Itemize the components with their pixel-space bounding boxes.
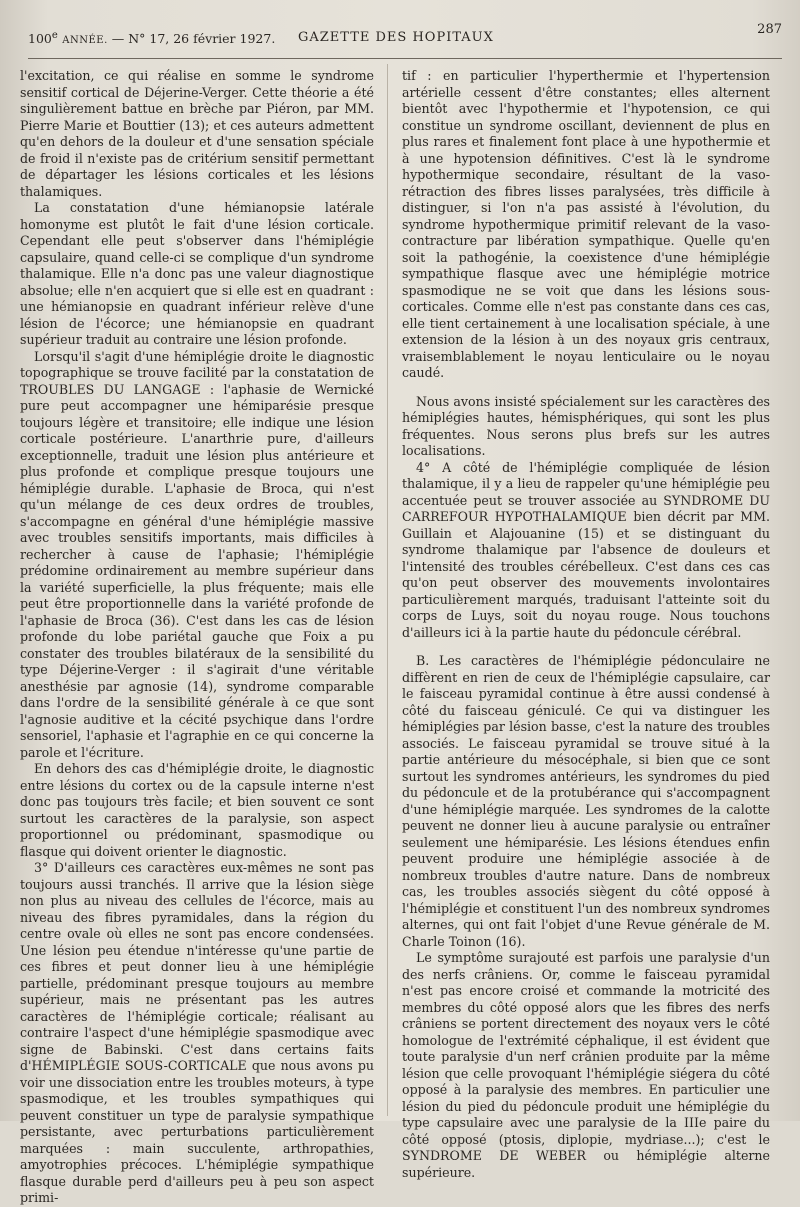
journal-title: GAZETTE DES HOPITAUX — [298, 30, 494, 45]
paragraph: En dehors des cas d'hémiplégie droite, le diagnostic entre lésions du cortex ou de la capsule interne n'est donc pas toujours très facile; et bien souvent ce sont surtout les caractères de la paralysie, son aspect proportionnel ou prédominant, spasmodique ou flasque qui doivent orienter le diagnostic. — [20, 761, 374, 859]
paragraph: La constatation d'une hémianopsie latérale homonyme est plutôt le fait d'une lésion corticale. Cependant elle peut s'observer dans l'hémiplégie capsulaire, quand celle-ci se complique d'un syndrome thalamique. Elle n'a donc pas une valeur diagnostique absolue; elle n'en acquiert que si elle est en quadrant : une hémianopsie en quadrant inférieur relève d'une lésion de l'écorce; une hémianopsie en quadrant supérieur traduit au contraire une lésion profonde. — [20, 200, 374, 347]
paragraph: Le symptôme surajouté est parfois une paralysie d'un des nerfs crâniens. Or, comme le faisceau pyramidal n'est pas encore croisé et commande la motricité des membres du côté opposé alors que les fibres des nerfs crâniens se portent directement des noyaux vers le côté homologue de l'extrémité céphalique, il est évident que toute paralysie d'un nerf crânien produite par la même lésion que celle provoquant l'hémiplégie siégera du côté opposé à la paralysie des membres. En particulier une lésion du pied du pédoncule produit une hémiplégie du type capsulaire avec une paralysie de la IIIe paire du côté opposé (ptosis, diplopie, mydriase...); c'est le SYNDROME DE WEBER ou hémiplégie alterne supérieure. — [402, 950, 770, 1180]
volume-sup: e — [51, 30, 59, 41]
paragraph: 3° D'ailleurs ces caractères eux-mêmes ne sont pas toujours aussi tranchés. Il arrive que la lésion siège non plus au niveau des cellules de l'écorce, mais au niveau des fibres pyramidales, dans la région du centre ovale où elles ne sont pas encore condensées. Une lésion peu étendue n'intéresse qu'une partie de ces fibres et peut donner lieu à une hémiplégie partielle, prédominant presque toujours au membre supérieur, mais ne présentant pas les autres caractères de l'hémiplégie corticale; réalisant au contraire l'aspect d'une hémiplégie spasmodique avec signe de Babinski. C'est dans certains faits d'HÉMIPLÉGIE SOUS-CORTICALE que nous avons pu voir une dissociation entre les troubles moteurs, à type spasmodique, et les troubles sympathiques qui peuvent constituer un type de paralysie sympathique persistante, avec perturbations particulièrement marquées : main succulente, arthropathies, amyotrophies précoces. L'hémiplégie sympathique flasque durable perd d'ailleurs peu à peu son aspect primi- — [20, 860, 374, 1205]
paragraph: tif : en particulier l'hyperthermie et l'hypertension artérielle cessent d'être constantes; elles alternent bientôt avec l'hypothermie et l'hypotension, ce qui constitue un syndrome oscillant, deviennent de plus en plus rares et finalement font place à une hypothermie et à une hypotension définitives. C'est là le syndrome hypothermique secondaire, résultant de la vaso-rétraction des fibres lisses paralysées, très difficile à distinguer, si l'on n'a pas assisté à l'évolution, du syndrome hypothermique primitif relevant de la vaso-contracture par libération sympathique. Quelle qu'en soit la pathogénie, la coexistence d'une hémiplégie sympathique flasque avec une hémiplégie motrice spasmodique ne se voit que dans les lésions sous-corticales. Comme elle n'est pas constante dans ces cas, elle tient certainement à une localisation spéciale, à une extension de la lésion à un des noyaux gris centraux, vraisemblablement le noyau lenticulaire ou le noyau caudé. — [402, 68, 770, 380]
issue-date: — N° 17, 26 février 1927. — [107, 31, 276, 47]
page-header — [28, 22, 782, 52]
paragraph: Lorsqu'il s'agit d'une hémiplégie droite le diagnostic topographique se trouve facilité par la constatation de TROUBLES DU LANGAGE : l'aphasie de Wernické pure peut accompagner une hémiparésie presque toujours légère et transitoire; elle indique une lésion corticale postérieure. L'anarthrie pure, d'ailleurs exceptionnelle, traduit une lésion plus antérieure et plus profonde et complique presque toujours une hémiplégie durable. L'aphasie de Broca, qui n'est qu'un mélange de ces deux ordres de troubles, s'accompagne en général d'une hémiplégie massive avec troubles sensitifs importants, mais difficiles à rechercher à cause de l'aphasie; l'hémiplégie prédomine ordinairement au membre supérieur dans la variété superficielle, la plus fréquente; mais elle peut être proportionnelle dans la variété profonde de l'aphasie de Broca (36). C'est dans les cas de lésion profonde du lobe pariétal gauche que Foix a pu constater des troubles bilatéraux de la sensibilité du type Déjerine-Verger : il s'agirait d'une véritable anesthésie par agnosie (14), syndrome comparable dans l'ordre de la sensibilité générale à ce que sont l'agnosie auditive et la cécité psychique dans l'ordre sensoriel, l'aphasie et l'agraphie en ce qui concerne la parole et l'écriture. — [20, 348, 374, 760]
column-divider — [387, 64, 388, 1116]
paragraph: 4° A côté de l'hémiplégie compliquée de lésion thalamique, il y a lieu de rappeler qu'une hémiplégie peu accentuée peut se trouver associée au SYNDROME DU CARREFOUR HYPOTHALAMIQUE bien décrit par MM. Guillain et Alajouanine (15) et se distinguant du syndrome thalamique par l'absence de douleurs et l'intensité des troubles cérébelleux. C'est dans ces cas qu'on peut observer des mouvements involontaires particulièrement marqués, traduisant l'atteinte soit du corps de Luys, soit du noyau rouge. Nous touchons d'ailleurs ici à la partie haute du pédoncule cérébral. — [402, 459, 770, 640]
header-rule — [28, 58, 782, 59]
left-column — [20, 68, 374, 1207]
volume-number: 100 — [28, 31, 52, 47]
issue-info — [28, 30, 275, 46]
paragraph: Nous avons insisté spécialement sur les caractères des hémiplégies hautes, hémisphériques, qui sont les plus fréquentes. Nous serons plus brefs sur les autres localisations. — [402, 393, 770, 458]
page-number: 287 — [757, 22, 782, 37]
paragraph: l'excitation, ce qui réalise en somme le syndrome sensitif cortical de Déjerine-Verger. Cette théorie a été singulièrement battue en brèche par Piéron, par MM. Pierre Marie et Bouttier (13); et ces auteurs admettent qu'en dehors de la douleur et d'une sensation spéciale de froid il n'existe pas de critérium sensitif permettant de départager les lésions corticales et les lésions thalamiques. — [20, 68, 374, 199]
annee-label: ANNÉE. — [62, 35, 108, 47]
right-column — [402, 68, 770, 1181]
paragraph: B. Les caractères de l'hémiplégie pédonculaire ne diffèrent en rien de ceux de l'hémiplégie capsulaire, car le faisceau pyramidal continue à être aussi condensé à côté du faisceau géniculé. Ce qui va distinguer les hémiplégies par lésion basse, c'est la nature des troubles associés. Le faisceau pyramidal se trouve situé à la partie antérieure du mésocéphale, si bien que ce sont surtout les syndromes antérieurs, les syndromes du pied du pédoncule et de la protubérance qui s'accompagnent d'une hémiplégie marquée. Les syndromes de la calotte peuvent ne donner lieu à aucune paralysie ou entraîner seulement une hémiparésie. Les lésions étendues enfin peuvent produire une hémiplégie associée à de nombreux troubles d'autre nature. Dans de nombreux cas, les troubles associés siègent du côté opposé à l'hémiplégie et constituent l'un des nombreux syndromes alternes, qui ont fait l'objet d'une Revue générale de M. Charle Toinon (16). — [402, 653, 770, 949]
